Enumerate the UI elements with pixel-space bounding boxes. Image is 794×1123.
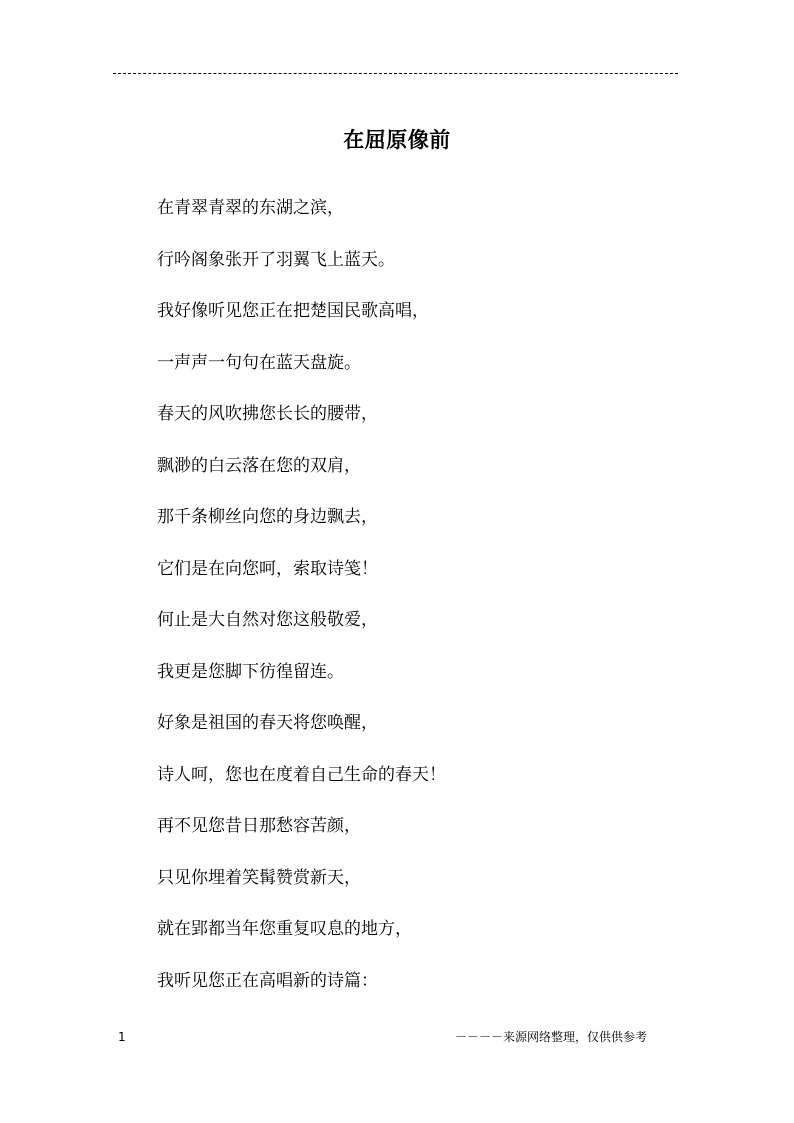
poem-line: 只见你埋着笑髯赞赏新天， <box>157 867 361 888</box>
poem-body <box>157 196 717 1020</box>
poem-line: 何止是大自然对您这般敬爱， <box>157 610 378 630</box>
poem-line: 春天的风吹拂您长长的腰带， <box>157 404 378 424</box>
header-dashed-rule <box>113 73 678 74</box>
poem-line: 我听见您正在高唱新的诗篇： <box>157 970 378 991</box>
poem-line: 行吟阁象张开了羽翼飞上蓝天。 <box>157 249 395 270</box>
poem-line: 诗人呵，您也在度着自己生命的春天！ <box>157 764 446 785</box>
poem-line: 再不见您昔日那愁容苦颜， <box>157 816 361 836</box>
poem-line: 它们是在向您呵，索取诗笺！ <box>157 558 378 579</box>
poem-line: 我更是您脚下彷徨留连。 <box>157 661 344 682</box>
poem-line: 在青翠青翠的东湖之滨， <box>157 198 344 218</box>
footer-source-note: －－－－来源网络整理，仅供供参考 <box>454 1030 647 1044</box>
document-title: 在屈原像前 <box>343 128 451 152</box>
poem-line: 飘渺的白云落在您的双肩， <box>157 455 361 476</box>
poem-line: 好象是祖国的春天将您唤醒， <box>157 713 378 733</box>
poem-line: 就在郢都当年您重复叹息的地方， <box>157 919 412 939</box>
poem-line: 一声声一句句在蓝天盘旋。 <box>157 352 361 373</box>
poem-line: 那千条柳丝向您的身边飘去， <box>157 507 378 527</box>
poem-line: 我好像听见您正在把楚国民歌高唱， <box>157 301 429 321</box>
page-number: 1 <box>118 1030 126 1044</box>
